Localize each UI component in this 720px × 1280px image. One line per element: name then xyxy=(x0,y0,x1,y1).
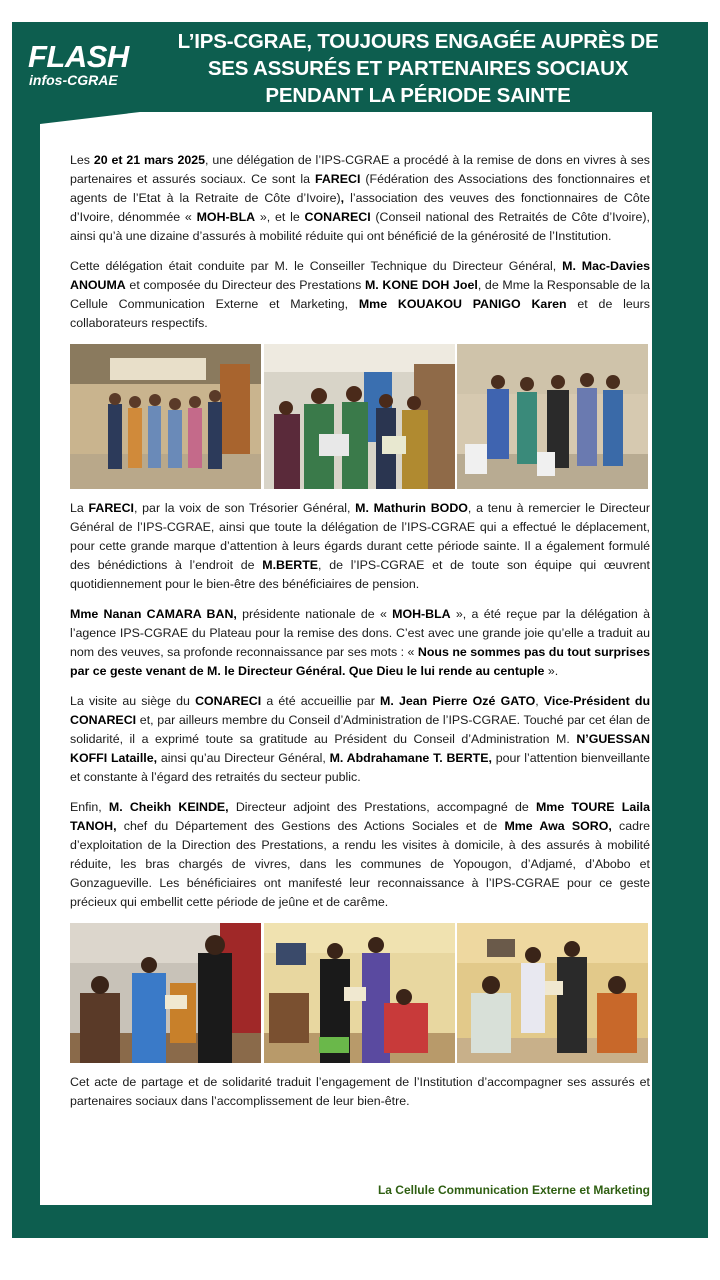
photo-group-indoor xyxy=(457,344,648,489)
text: , de Mme la Responsable de la Cellule Communication Externe et Marketing, xyxy=(70,278,650,311)
text: , xyxy=(535,694,544,708)
text: a été accueillie par xyxy=(261,694,381,708)
text: et composée du Directeur des Prestations xyxy=(125,278,365,292)
flash-infos-logo xyxy=(28,39,138,88)
paragraph-delegation xyxy=(70,257,650,333)
bold-text: Mme TOURE Laila TANOH, xyxy=(70,800,650,833)
text: présidente nationale de « xyxy=(236,607,393,621)
bold-text: M. Mathurin BODO xyxy=(355,501,468,515)
photo-home-visit-3 xyxy=(457,923,648,1063)
bold-text: MOH-BLA xyxy=(392,607,451,621)
paragraph-home-visits xyxy=(70,798,650,912)
logo-main-text: FLASH xyxy=(28,39,129,74)
bold-text: , xyxy=(340,191,345,205)
text: chef du Département des Gestions des Actions Sociales et de xyxy=(116,819,505,833)
text: ». xyxy=(544,664,559,678)
photo-group-outdoor xyxy=(70,344,261,489)
bold-text: M. Jean Pierre Ozé GATO xyxy=(380,694,536,708)
bold-text: Nous ne sommes pas du tout surprises par ce geste venant de M. le Directeur Général. Que Dieu le lui rende au centuple xyxy=(70,645,650,678)
text: Les xyxy=(70,153,94,167)
text: et, par ailleurs membre du Conseil d’Administration de l’IPS-CGRAE. Touché par cet élan de solidarité, il a exprimé toute sa gratitude au Président du Conseil d’Administration M. xyxy=(70,713,650,746)
text: (Conseil national des Retraités de Côte d’Ivoire), ainsi qu’à une dizaine d’assurés à mobilité réduite qui ont bénéficié de la générosité de l’Institution. xyxy=(70,210,650,243)
text: ainsi qu’au Directeur Général, xyxy=(157,751,330,765)
text: Directeur adjoint des Prestations, accompagné de xyxy=(228,800,536,814)
paragraph-intro xyxy=(70,151,650,246)
photo-row-2 xyxy=(70,923,648,1063)
text: , de l’IPS-CGRAE et de toute son équipe qui œuvrent quotidiennement pour le bien-être des bénéficiaires de pension. xyxy=(70,558,650,591)
panel-corner-accent xyxy=(40,112,140,124)
bold-text: M. Cheikh KEINDE, xyxy=(108,800,229,814)
bold-text: MOH-BLA xyxy=(196,210,256,224)
photo-home-visit-2 xyxy=(264,923,455,1063)
paragraph-conclusion: Cet acte de partage et de solidarité traduit l’engagement de l’Institution d’accompagner ses assurés et partenaires sociaux dans l’accomplissement de leur bien-être. xyxy=(70,1075,650,1108)
logo-sub-text: infos-CGRAE xyxy=(29,72,118,88)
text: pour l’attention bienveillante et constante à l’égard des retraités du secteur public. xyxy=(70,751,650,784)
signature: La Cellule Communication Externe et Marketing xyxy=(377,1183,650,1197)
text: cadre d’exploitation de la Direction des Prestations, a rendu les visites à domicile, à des assurés à mobilité réduite, les bras chargés de vivres, dans les communes de Yopougon, d’Adjamé, d’Abobo et Gonzagueville. Les bénéficiaires ont manifesté leur reconnaissance à l’IPS-CGRAE pour ce geste précieux qui embellit cette période de jeûne et de carême. xyxy=(70,819,651,909)
bold-text: M. Mac-Davies ANOUMA xyxy=(70,259,650,292)
text: , par la voix de son Trésorier Général, xyxy=(133,501,356,515)
text: , une délégation de l’IPS-CGRAE a procédé à la remise de dons en vivres à ses partenaires et assurés sociaux. Ce sont la xyxy=(70,153,650,186)
bold-text: FARECI xyxy=(314,172,361,186)
bold-text: M. Abdrahamane T. BERTE, xyxy=(329,751,492,765)
paragraph-moh-bla xyxy=(70,605,650,681)
paragraph-fareci xyxy=(70,499,650,594)
bold-text: M. KONE DOH Joel xyxy=(364,278,478,292)
paragraph-conareci xyxy=(70,692,650,787)
bold-text: Mme KOUAKOU PANIGO Karen xyxy=(358,297,567,311)
bold-text: CONARECI xyxy=(304,210,371,224)
photo-donation-handover xyxy=(264,344,455,489)
text: et de leurs collaborateurs respectifs. xyxy=(70,297,650,330)
bold-text: Mme Awa SORO, xyxy=(504,819,612,833)
text: l’association des veuves des fonctionnaires de Côte d’Ivoire, dénommée « xyxy=(70,191,650,224)
photo-home-visit-1 xyxy=(70,923,261,1063)
photo-row-1 xyxy=(70,344,648,489)
text: (Fédération des Associations des fonctionnaires et agents de l’Etat à la Retraite de Côte d’Ivoire) xyxy=(70,172,650,205)
text: La visite au siège du xyxy=(70,694,196,708)
text: La xyxy=(70,501,89,515)
bold-text: CONARECI xyxy=(195,694,262,708)
page-title: L’IPS-CGRAE, TOUJOURS ENGAGÉE AUPRÈS DE SES ASSURÉS ET PARTENAIRES SOCIAUX PENDANT LA PÉRIODE SAINTE xyxy=(177,30,659,107)
text: Enfin, xyxy=(70,800,109,814)
text: Cette délégation était conduite par M. le Conseiller Technique du Directeur Général, xyxy=(70,259,563,273)
text: », et le xyxy=(255,210,305,224)
bold-text: Vice-Président du CONARECI xyxy=(70,694,651,727)
bold-text: M.BERTE xyxy=(262,558,319,572)
article-body xyxy=(70,151,650,1122)
bold-text: N’GUESSAN KOFFI Lataille, xyxy=(70,732,650,765)
text: , a tenu à remercier le Directeur Général de l’IPS-CGRAE, ainsi que toute la délégation de l’IPS-CGRAE qui a effectué le déplacement, pour cette grande marque d’attention à leurs égards durant cette période sainte. Il a également formulé des bénédictions à l’endroit de xyxy=(70,501,650,572)
bold-text: FARECI xyxy=(88,501,134,515)
bold-text: 20 et 21 mars 2025 xyxy=(93,153,206,167)
text: », a été reçue par la délégation à l’agence IPS-CGRAE du Plateau pour la remise des dons. C’est avec une grande joie qu’elle a traduit au nom des veuves, sa profonde reconnaissance par ses mots : « xyxy=(70,607,650,659)
bold-text: Mme Nanan CAMARA BAN, xyxy=(70,607,237,621)
